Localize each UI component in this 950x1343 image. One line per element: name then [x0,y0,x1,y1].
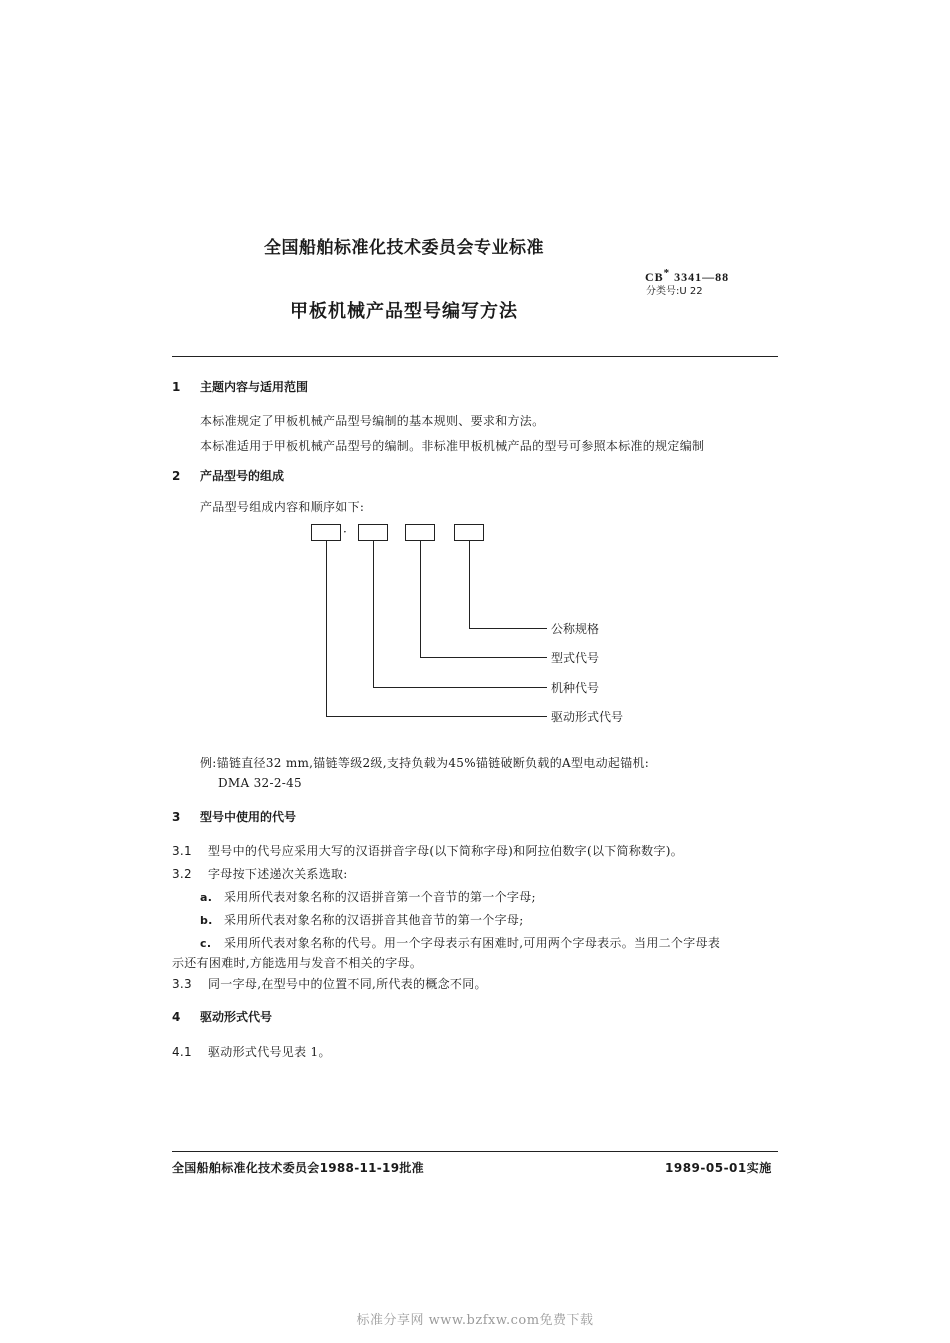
section-1-number: 1 [172,380,181,394]
footer-divider [172,1151,778,1152]
section-1-paragraph-2: 本标准适用于甲板机械产品型号的编制。非标准甲板机械产品的型号可参照本标准的规定编制 [200,439,705,453]
machine-type-box [358,524,388,541]
clause-3-3-text: 同一字母,在型号中的位置不同,所代表的概念不同。 [208,977,487,991]
section-4-number: 4 [172,1010,181,1024]
clause-3-2-item-b [200,911,524,928]
machine-connector-vertical [373,541,374,687]
spec-connector-vertical [469,541,470,628]
section-2-intro: 产品型号组成内容和顺序如下: [200,500,365,514]
committee-title: 全国船舶标准化技术委员会专业标准 [264,238,544,258]
drive-type-box [311,524,341,541]
approval-line: 全国船舶标准化技术委员会1988-11-19批准 [172,1161,424,1175]
item-c-text: 采用所代表对象名称的代号。用一个字母表示有困难时,可用两个字母表示。当用二个字母表 [224,936,721,950]
document-title: 甲板机械产品型号编写方法 [290,301,518,322]
watermark: 标准分享网 www.bzfxw.com免费下载 [356,1313,594,1328]
section-2-number: 2 [172,469,181,483]
implementation-date: 1989-05-01实施 [665,1161,772,1175]
clause-3-3-number: 3.3 [172,977,192,991]
example-code: DMA 32-2-45 [218,776,302,790]
nominal-spec-box [454,524,484,541]
clause-3-2-number: 3.2 [172,867,192,881]
standard-star: * [663,267,671,279]
clause-4-1-text: 驱动形式代号见表 1。 [208,1045,331,1059]
section-2-title: 产品型号的组成 [200,469,285,483]
item-b-letter: b. [200,914,213,927]
section-2-heading [172,467,284,484]
standard-prefix: CB [645,270,664,284]
clause-3-1-text: 型号中的代号应采用大写的汉语拼音字母(以下简称字母)和阿拉伯数字(以下简称数字)。 [208,844,684,858]
section-1-title: 主题内容与适用范围 [200,380,309,394]
model-connector-vertical [420,541,421,657]
clause-3-2-item-c [200,934,720,951]
item-a-text: 采用所代表对象名称的汉语拼音第一个音节的第一个字母; [224,890,536,904]
section-4-title: 驱动形式代号 [200,1010,273,1024]
clause-4-1-number: 4.1 [172,1045,192,1059]
clause-3-2-text: 字母按下述递次关系选取: [208,867,348,881]
model-connector-horizontal [420,657,547,658]
item-c-letter: c. [200,937,212,950]
section-4-heading [172,1008,272,1025]
label-nominal-spec: 公称规格 [551,622,600,636]
section-3-number: 3 [172,810,181,824]
clause-3-1-number: 3.1 [172,844,192,858]
clause-3-2 [172,865,348,882]
classification-number: 分类号:U 22 [646,286,703,297]
machine-connector-horizontal [373,687,547,688]
drive-connector-horizontal [326,716,547,717]
section-3-title: 型号中使用的代号 [200,810,297,824]
item-b-text: 采用所代表对象名称的汉语拼音其他音节的第一个字母; [224,913,524,927]
clause-3-1 [172,842,683,859]
model-type-box [405,524,435,541]
item-c-continuation: 示还有困难时,方能选用与发音不相关的字母。 [172,956,423,970]
diagram-separator: · [343,525,348,539]
section-3-heading [172,808,296,825]
section-1-heading [172,378,308,395]
spec-connector-horizontal [469,628,547,629]
clause-3-2-item-a [200,888,536,905]
label-model-type-code: 型式代号 [551,651,600,665]
example-text: 例:锚链直径32 mm,锚链等级2级,支持负载为45%锚链破断负载的A型电动起锚机: [200,756,650,770]
label-machine-type-code: 机种代号 [551,681,600,695]
standard-code: 3341—88 [674,270,730,284]
clause-4-1 [172,1043,331,1060]
clause-3-3 [172,975,487,992]
label-drive-type-code: 驱动形式代号 [551,710,624,724]
section-1-paragraph-1: 本标准规定了甲板机械产品型号编制的基本规则、要求和方法。 [200,414,545,428]
drive-connector-vertical [326,541,327,716]
item-a-letter: a. [200,891,213,904]
header-divider [172,356,778,357]
